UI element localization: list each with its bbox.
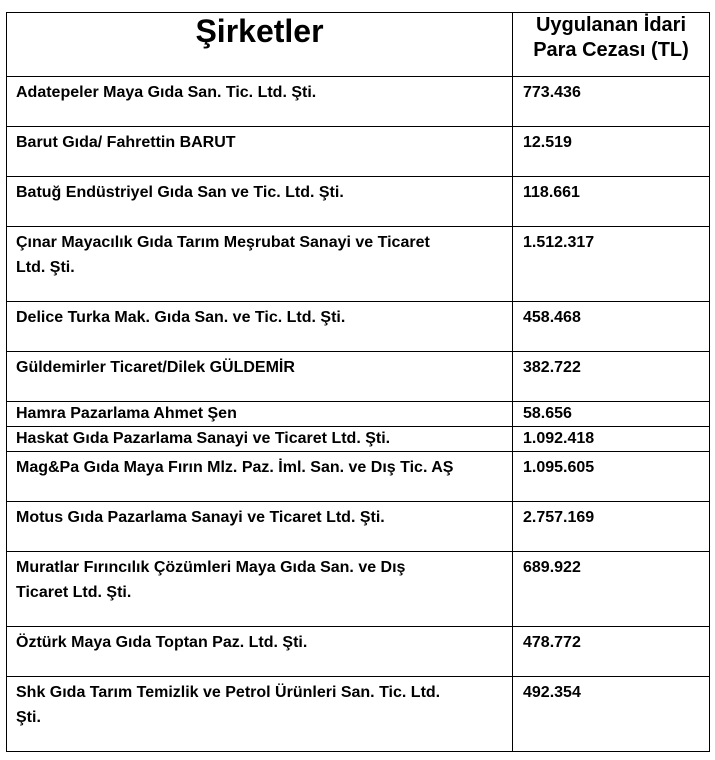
table-row bbox=[7, 177, 710, 227]
table-row bbox=[7, 552, 710, 627]
fine-amount: 2.757.169 bbox=[523, 509, 595, 526]
company-name: Mag&Pa Gıda Maya Fırın Mlz. Paz. İml. San. ve Dış Tic. AŞ bbox=[16, 459, 454, 476]
fine-amount: 1.092.418 bbox=[523, 430, 595, 447]
company-name: Öztürk Maya Gıda Toptan Paz. Ltd. Şti. bbox=[16, 634, 308, 651]
table-row bbox=[7, 352, 710, 402]
company-name: Delice Turka Mak. Gıda San. ve Tic. Ltd. Şti. bbox=[16, 309, 346, 326]
fine-amount: 492.354 bbox=[523, 684, 581, 701]
header-row bbox=[7, 13, 710, 77]
fine-amount: 458.468 bbox=[523, 309, 581, 326]
company-name: Batuğ Endüstriyel Gıda San ve Tic. Ltd. Şti. bbox=[16, 184, 344, 201]
companies-header: Şirketler bbox=[7, 13, 513, 77]
table-row bbox=[7, 427, 710, 452]
company-name-line1: Shk Gıda Tarım Temizlik ve Petrol Ürünleri San. Tic. Ltd. bbox=[16, 684, 441, 701]
table-row bbox=[7, 227, 710, 302]
table-row bbox=[7, 452, 710, 502]
table-row bbox=[7, 627, 710, 677]
company-name: Haskat Gıda Pazarlama Sanayi ve Ticaret Ltd. Şti. bbox=[16, 430, 391, 447]
table-row bbox=[7, 77, 710, 127]
company-name-line2: Şti. bbox=[16, 709, 41, 726]
fine-amount: 118.661 bbox=[523, 184, 580, 201]
fine-header-line1: Uygulanan İdari bbox=[535, 14, 687, 36]
company-name: Adatepeler Maya Gıda San. Tic. Ltd. Şti. bbox=[16, 84, 317, 101]
fines-table bbox=[6, 12, 710, 752]
fine-amount: 12.519 bbox=[523, 134, 572, 151]
fine-amount: 478.772 bbox=[523, 634, 581, 651]
company-name: Güldemirler Ticaret/Dilek GÜLDEMİR bbox=[16, 359, 295, 376]
company-name-line1: Muratlar Fırıncılık Çözümleri Maya Gıda San. ve Dış bbox=[16, 559, 406, 576]
company-name bbox=[7, 552, 512, 605]
fine-amount: 689.922 bbox=[523, 559, 581, 576]
company-name: Motus Gıda Pazarlama Sanayi ve Ticaret Ltd. Şti. bbox=[16, 509, 385, 526]
fine-amount: 58.656 bbox=[523, 405, 572, 422]
table-row bbox=[7, 127, 710, 177]
company-name bbox=[7, 227, 512, 280]
company-name-line2: Ticaret Ltd. Şti. bbox=[16, 584, 132, 601]
company-name bbox=[7, 677, 512, 730]
company-name-line1: Çınar Mayacılık Gıda Tarım Meşrubat Sanayi ve Ticaret bbox=[16, 234, 430, 251]
fine-amount: 382.722 bbox=[523, 359, 581, 376]
fine-header-line2: Para Cezası (TL) bbox=[533, 39, 689, 61]
table-row bbox=[7, 677, 710, 752]
fine-amount: 1.095.605 bbox=[523, 459, 595, 476]
fine-amount: 1.512.317 bbox=[523, 234, 595, 251]
company-name: Barut Gıda/ Fahrettin BARUT bbox=[16, 134, 236, 151]
table-row bbox=[7, 502, 710, 552]
company-name-line2: Ltd. Şti. bbox=[16, 259, 75, 276]
fine-amount: 773.436 bbox=[523, 84, 581, 101]
company-name: Hamra Pazarlama Ahmet Şen bbox=[16, 405, 237, 422]
table-row bbox=[7, 402, 710, 427]
fine-header bbox=[513, 13, 710, 77]
table-row bbox=[7, 302, 710, 352]
